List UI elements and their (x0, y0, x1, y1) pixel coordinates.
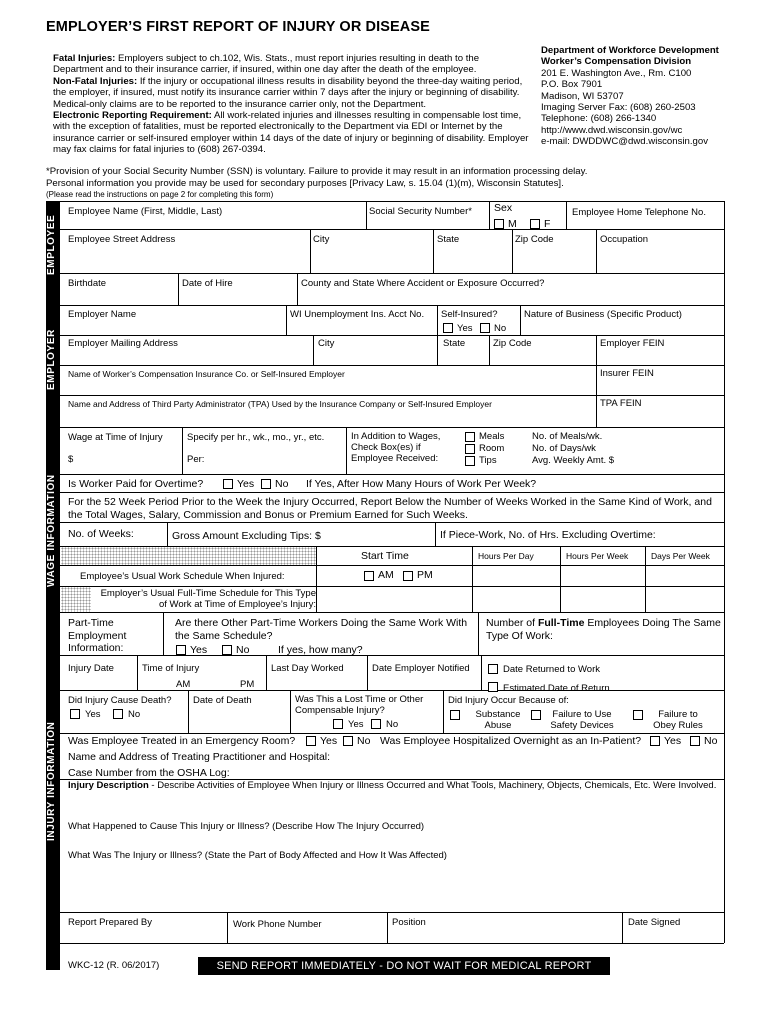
start-time-label: Start Time (361, 550, 409, 562)
ssn-note: *Provision of your Social Security Number (SSN) is voluntary. Failure to provide it may result in an information processing delay. (46, 166, 588, 177)
overtime-hours-label: If Yes, After How Many Hours of Work Per Week? (306, 478, 537, 490)
addition-wages-label: In Addition to Wages, Check Box(es) if Employee Received: (351, 431, 441, 464)
parttime-question: Are there Other Part-Time Workers Doing the Same Work With the Same Schedule? (175, 617, 468, 642)
specify-period-label: Specify per hr., wk., mo., yr., etc. (187, 432, 325, 443)
no-weeks-label: No. of Weeks: (68, 528, 134, 540)
employer-section-label: EMPLOYER (46, 329, 57, 390)
intro-text (53, 53, 531, 156)
date-notified-label: Date Employer Notified (372, 663, 470, 674)
occupation-label: Occupation (600, 234, 649, 245)
safety-devices-label: Failure to Use Safety Devices (550, 709, 614, 731)
employer-fein-label: Employer FEIN (600, 338, 665, 349)
wage-label: Wage at Time of Injury (68, 432, 163, 443)
hosp-yes-label: Yes (664, 735, 682, 747)
sex-female-checkbox[interactable] (530, 219, 540, 229)
52-week-instructions: For the 52 Week Period Prior to the Week the Injury Occurred, Report Below the Number of Weeks Worked in the Same Kind of Work, and the Total Wages, Salary, Commission and Bonus or Premium Earned for Such Weeks. (68, 496, 712, 521)
hosp-yes-checkbox[interactable] (650, 736, 660, 746)
per-label: Per: (187, 454, 205, 465)
room-checkbox[interactable] (465, 444, 475, 454)
electronic-heading: Electronic Reporting Requirement: (53, 110, 212, 122)
dept-address-line: 201 E. Washington Ave., Rm. C100 (541, 67, 692, 79)
employer-mailing-label: Employer Mailing Address (68, 338, 178, 349)
lost-time-no-label: No (386, 719, 399, 730)
days-per-week-label: Days Per Week (651, 551, 710, 561)
wage-sidebar (46, 427, 60, 655)
division-name: Worker’s Compensation Division (541, 56, 692, 68)
returned-checkbox[interactable] (488, 664, 498, 674)
injury-section-label: INJURY INFORMATION (46, 721, 57, 841)
wage-dollar-sign: $ (68, 454, 74, 465)
employer-name-label: Employer Name (68, 309, 137, 320)
hours-per-day-label: Hours Per Day (478, 551, 534, 561)
schedule-am-label: AM (378, 569, 394, 581)
tpa-label: Name and Address of Third Party Administrator (TPA) Used by the Insurance Company or Self-Insured Employer (68, 399, 492, 409)
parttime-info-label: Part-Time Employment Information: (68, 617, 127, 654)
nonfatal-heading: Non-Fatal Injuries: (53, 75, 138, 87)
obey-rules-checkbox[interactable] (633, 710, 643, 720)
employer-city-label: City (318, 338, 335, 349)
employee-state-label: State (437, 234, 460, 245)
practitioner-label: Name and Address of Treating Practitioner and Hospital: (68, 751, 331, 763)
death-no-checkbox[interactable] (113, 709, 123, 719)
returned-label: Date Returned to Work (503, 664, 600, 675)
wc-insurance-label: Name of Worker’s Compensation Insurance Co. or Self-Insured Employer (68, 369, 345, 379)
position-label: Position (392, 917, 426, 928)
dept-fax: Imaging Server Fax: (608) 260-2503 (541, 102, 696, 114)
lost-time-question: Was This a Lost Time or Other Compensable Injury? (295, 694, 424, 716)
self-insured-no-checkbox[interactable] (480, 323, 490, 333)
date-of-death-label: Date of Death (193, 695, 252, 706)
fatal-heading: Fatal Injuries: (53, 53, 116, 64)
schedule-pm-checkbox[interactable] (403, 571, 413, 581)
piece-work-label: If Piece-Work, No. of Hrs. Excluding Overtime: (440, 529, 656, 541)
death-yes-checkbox[interactable] (70, 709, 80, 719)
dept-phone: Telephone: (608) 266-1340 (541, 113, 657, 125)
employee-name-label: Employee Name (First, Middle, Last) (68, 206, 223, 217)
self-insured-label: Self-Insured? (441, 309, 498, 320)
employee-sidebar (46, 201, 60, 305)
overtime-yes-label: Yes (237, 478, 255, 490)
privacy-note: Personal information you provide may be used for secondary purposes [Privacy Law, s. 15.04 (1)(m), Wisconsin Statutes]. (46, 177, 564, 189)
injury-pm-label: PM (240, 679, 255, 690)
usual-schedule-label: Employee’s Usual Work Schedule When Injured: (80, 571, 285, 582)
time-of-injury-label: Time of Injury (142, 663, 200, 674)
lost-time-yes-label: Yes (348, 719, 364, 730)
er-no-checkbox[interactable] (343, 736, 353, 746)
electronic-text: All work-related injuries and illnesses resulting in compensable lost time, with the exception of fatalities, must be reported electronically to the Department via EDI or Internet by the insurance carrier or self-insured employer within 14 days of the date of injury or beginning of disability. Employer may fax claims for fatal injuries to (608) 267-0394. (53, 110, 529, 156)
shaded-cell (61, 587, 91, 612)
osha-case-label: Case Number from the OSHA Log: (68, 767, 230, 779)
form-title: EMPLOYER’S FIRST REPORT OF INJURY OR DISEASE (46, 19, 430, 35)
er-yes-checkbox[interactable] (306, 736, 316, 746)
estimated-return-checkbox[interactable] (488, 682, 498, 692)
dept-website: http://www.dwd.wisconsin.gov/wc (541, 124, 683, 136)
fulltime-schedule-label: Employer’s Usual Full-Time Schedule for This Type of Work at Time of Employee’s Injury: (100, 588, 316, 610)
er-question: Was Employee Treated in an Emergency Room? (68, 735, 296, 747)
privacy-notes (46, 166, 746, 189)
shaded-cell (61, 547, 316, 565)
death-yes-label: Yes (85, 709, 101, 720)
no-meals-label: No. of Meals/wk. (532, 431, 603, 442)
meals-checkbox[interactable] (465, 432, 475, 442)
birthdate-label: Birthdate (68, 278, 107, 289)
department-address (541, 45, 766, 148)
parttime-no-label: No (236, 644, 250, 656)
employer-zip-label: Zip Code (493, 338, 532, 349)
lost-time-yes-checkbox[interactable] (333, 719, 343, 729)
home-phone-label: Employee Home Telephone No. (572, 207, 706, 218)
hire-date-label: Date of Hire (182, 278, 233, 289)
sex-male-label: M (508, 218, 517, 230)
er-yes-label: Yes (320, 735, 338, 747)
self-insured-no-label: No (494, 323, 507, 334)
sex-label: Sex (494, 202, 513, 214)
send-immediately-banner: SEND REPORT IMMEDIATELY - DO NOT WAIT FOR MEDICAL REPORT (198, 957, 610, 975)
obey-rules-label: Failure to Obey Rules (653, 709, 703, 731)
er-no-label: No (357, 735, 371, 747)
gross-amount-label: Gross Amount Excluding Tips: $ (172, 530, 321, 542)
hosp-no-label: No (704, 735, 718, 747)
injury-date-label: Injury Date (68, 663, 114, 674)
fulltime-question: Number of Full-Time Employees Doing The Same Type Of Work: (486, 617, 721, 642)
safety-devices-checkbox[interactable] (531, 710, 541, 720)
what-was-label: What Was The Injury or Illness? (State the Part of Body Affected and How It Was Affected) (68, 850, 447, 861)
dept-name: Department of Workforce Development (541, 45, 719, 56)
form-number: WKC-12 (R. 06/2017) (68, 960, 160, 971)
hours-per-week-label: Hours Per Week (566, 551, 629, 561)
employee-city-label: City (313, 234, 330, 245)
schedule-pm-label: PM (417, 569, 433, 581)
avg-weekly-label: Avg. Weekly Amt. $ (532, 455, 615, 466)
injury-sidebar (46, 655, 60, 970)
overtime-no-checkbox[interactable] (261, 479, 271, 489)
insurer-fein-label: Insurer FEIN (600, 368, 654, 379)
work-phone-label: Work Phone Number (233, 919, 322, 930)
tips-checkbox[interactable] (465, 456, 475, 466)
overtime-yes-checkbox[interactable] (223, 479, 233, 489)
sex-male-checkbox[interactable] (494, 219, 504, 229)
schedule-am-checkbox[interactable] (364, 571, 374, 581)
parttime-yes-checkbox[interactable] (176, 645, 186, 655)
employee-section-label: EMPLOYEE (46, 214, 57, 275)
instructions-note: (Please read the instructions on page 2 for completing this form) (46, 190, 274, 199)
overtime-no-label: No (275, 478, 289, 490)
tips-label: Tips (479, 455, 497, 466)
sex-female-label: F (544, 218, 551, 230)
county-state-label: County and State Where Accident or Exposure Occurred? (301, 278, 545, 289)
because-of-label: Did Injury Occur Because of: (448, 695, 569, 706)
nonfatal-text: If the injury or occupational illness results in disability beyond the three-day waiting period, the employer, if insured, must notify its insurance carrier within 7 days after the injury or beginning of disability. Medical-only claims are to be reported to the insurance carrier only, not the Department. (53, 75, 523, 110)
what-happened-label: What Happened to Cause This Injury or Illness? (Describe How The Injury Occurred) (68, 821, 425, 832)
nature-business-label: Nature of Business (Specific Product) (524, 309, 682, 320)
parttime-no-checkbox[interactable] (222, 645, 232, 655)
parttime-yes-label: Yes (190, 644, 208, 656)
meals-label: Meals (479, 431, 505, 442)
substance-abuse-label: Substance Abuse (475, 709, 521, 731)
last-day-worked-label: Last Day Worked (271, 663, 344, 674)
overtime-question: Is Worker Paid for Overtime? (68, 478, 204, 490)
date-signed-label: Date Signed (628, 917, 681, 928)
substance-abuse-checkbox[interactable] (450, 710, 460, 720)
injury-description-label: Injury Description - Describe Activities of Employee When Injury or Illness Occurred and What Tools, Machinery, Objects, Chemicals, Etc. Were Involved. (68, 780, 717, 791)
room-label: Room (479, 443, 505, 454)
employer-state-label: State (443, 338, 466, 349)
dept-address-line: Madison, WI 53707 (541, 90, 624, 102)
hospitalized-question: Was Employee Hospitalized Overnight as an In-Patient? (380, 735, 642, 747)
lost-time-no-checkbox[interactable] (371, 719, 381, 729)
dept-email: e-mail: DWDDWC@dwd.wisconsin.gov (541, 136, 709, 148)
how-many-label: If yes, how many? (278, 644, 363, 656)
ssn-label: Social Security Number* (369, 206, 472, 217)
self-insured-yes-label: Yes (457, 323, 473, 334)
estimated-return-label: Estimated Date of Return (503, 683, 610, 694)
no-days-label: No. of Days/wk (532, 443, 596, 454)
self-insured-yes-checkbox[interactable] (443, 323, 453, 333)
dept-address-line: P.O. Box 7901 (541, 79, 603, 91)
employee-zip-label: Zip Code (515, 234, 554, 245)
wage-section-label: WAGE INFORMATION (46, 474, 57, 587)
ui-acct-label: WI Unemployment Ins. Acct No. (290, 309, 425, 320)
injury-am-label: AM (176, 679, 191, 690)
employer-sidebar (46, 305, 60, 427)
tpa-fein-label: TPA FEIN (600, 398, 642, 409)
death-no-label: No (128, 709, 141, 720)
hosp-no-checkbox[interactable] (690, 736, 700, 746)
prepared-by-label: Report Prepared By (68, 917, 152, 928)
street-address-label: Employee Street Address (68, 234, 176, 245)
death-question: Did Injury Cause Death? (68, 695, 172, 706)
fatal-text: Employers subject to ch.102, Wis. Stats., must report injuries resulting in death to the Department and to their insurance carrier, if insured, within one day after the death of the employee. (53, 53, 480, 76)
